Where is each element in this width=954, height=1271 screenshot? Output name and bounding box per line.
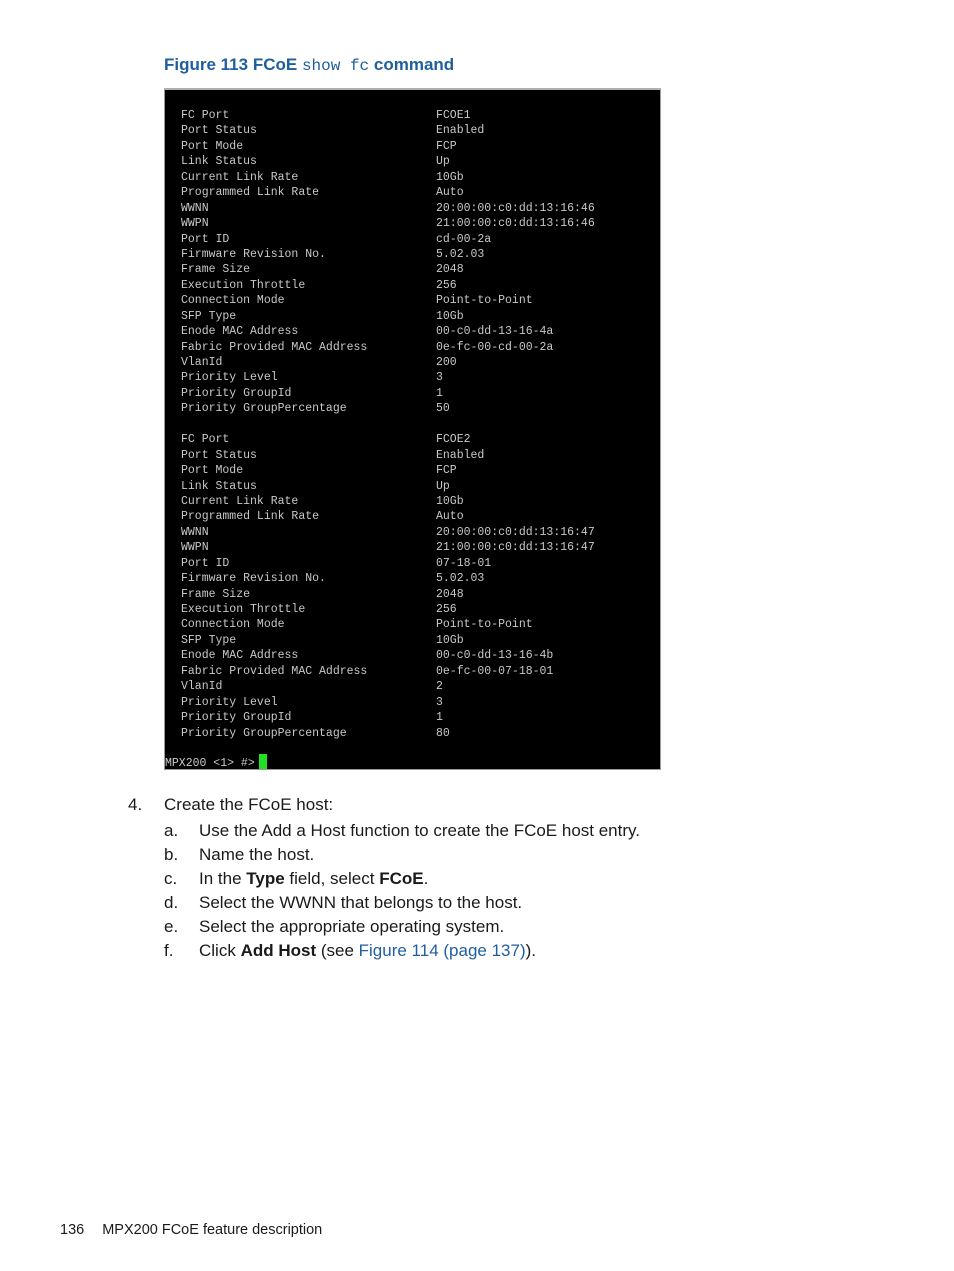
terminal-key: Priority GroupPercentage: [181, 726, 347, 740]
terminal-row: [181, 664, 595, 679]
terminal-value: FCP: [436, 139, 457, 153]
terminal-key: VlanId: [181, 356, 223, 369]
terminal-row: [181, 309, 595, 324]
terminal-key: Enode MAC Address: [181, 649, 299, 663]
terminal-row: [181, 525, 595, 540]
terminal-key: Current Link Rate: [181, 170, 299, 184]
step-4: [128, 795, 333, 815]
terminal-key: Execution Throttle: [181, 603, 306, 616]
figure-114-link[interactable]: Figure 114 (page 137): [358, 941, 526, 960]
terminal-row: [181, 262, 595, 277]
terminal-row: [181, 679, 595, 694]
page-number: 136: [60, 1222, 85, 1238]
terminal-value: 1: [436, 711, 443, 725]
terminal-row: [181, 247, 595, 262]
terminal-value: 1: [436, 386, 443, 400]
substep-letter: d.: [164, 893, 179, 912]
terminal-row: [181, 587, 595, 602]
terminal-value: 3: [436, 695, 443, 709]
terminal-key: Port ID: [181, 556, 230, 570]
terminal-row: [181, 293, 595, 308]
substep-d: [164, 891, 522, 915]
terminal-value: 50: [436, 402, 450, 416]
terminal-key: Priority Level: [181, 371, 278, 385]
substep-e: [164, 915, 504, 939]
terminal-value: 20:00:00:c0:dd:13:16:46: [436, 201, 595, 215]
terminal-row: [181, 432, 595, 447]
figure-caption: [164, 55, 454, 75]
terminal-key: Port ID: [181, 232, 230, 246]
substep-text-1: In the: [199, 869, 247, 888]
step-number: 4.: [128, 795, 143, 814]
terminal-key: Frame Size: [181, 587, 251, 601]
terminal-row: [181, 602, 595, 617]
substep-text-2: field, select: [284, 869, 380, 888]
substep-c: [164, 867, 428, 891]
terminal-row: [181, 386, 595, 401]
terminal-row: [181, 633, 595, 648]
terminal-value: 3: [436, 371, 443, 385]
terminal-row: [181, 201, 595, 216]
footer-title: MPX200 FCoE feature description: [102, 1222, 323, 1238]
terminal-value: 10Gb: [436, 170, 464, 184]
terminal-value: cd-00-2a: [436, 232, 492, 246]
substep-letter: b.: [164, 845, 179, 864]
add-host-label: Add Host: [240, 941, 317, 960]
terminal-row: [181, 370, 595, 385]
terminal-value: 256: [436, 603, 457, 616]
terminal-key: VlanId: [181, 680, 223, 694]
terminal-row: [181, 123, 595, 138]
caption-prefix: Figure 113 FCoE: [164, 55, 298, 74]
terminal-row: [181, 463, 595, 478]
terminal-key: SFP Type: [181, 309, 237, 323]
terminal-row: [181, 108, 595, 123]
terminal-key: Programmed Link Rate: [181, 186, 320, 200]
terminal-value: Up: [436, 479, 450, 493]
substep-text: Select the appropriate operating system.: [199, 917, 505, 936]
substep-letter: a.: [164, 821, 179, 840]
terminal-key: Port Mode: [181, 464, 244, 478]
terminal-value: 07-18-01: [436, 556, 492, 570]
terminal-blank-line: [181, 417, 595, 432]
terminal-value: Enabled: [436, 448, 485, 462]
terminal-value: 00-c0-dd-13-16-4a: [436, 325, 554, 339]
terminal-key: Port Status: [181, 448, 257, 462]
terminal-row: [181, 710, 595, 725]
terminal-key: WWPN: [181, 541, 209, 555]
terminal-row: [181, 494, 595, 509]
substep-a: [164, 819, 640, 843]
terminal-key: Priority GroupPercentage: [181, 402, 347, 416]
terminal-value: FCP: [436, 464, 457, 478]
substep-text-3: .: [423, 869, 429, 888]
substep-text-1: Click: [199, 941, 241, 960]
terminal-row: [181, 216, 595, 231]
terminal-key: WWPN: [181, 217, 209, 231]
terminal-key: Fabric Provided MAC Address: [181, 664, 368, 678]
terminal-row: [181, 232, 595, 247]
substep-text-3: ).: [525, 941, 536, 960]
terminal-value: 10Gb: [436, 309, 464, 323]
terminal-value: FCOE2: [436, 433, 471, 447]
step-text: Create the FCoE host:: [164, 795, 334, 814]
substep-text: Name the host.: [199, 845, 315, 864]
terminal-key: Fabric Provided MAC Address: [181, 340, 368, 354]
terminal-key: FC Port: [181, 109, 230, 122]
page-footer: [60, 1222, 322, 1238]
terminal-value: 20:00:00:c0:dd:13:16:47: [436, 525, 595, 539]
cursor-block: [259, 754, 267, 769]
terminal-key: Current Link Rate: [181, 494, 299, 508]
terminal-value: 2048: [436, 587, 464, 601]
terminal-value: 5.02.03: [436, 572, 485, 586]
terminal-key: WWNN: [181, 201, 209, 215]
terminal-key: Link Status: [181, 479, 257, 493]
terminal-value: 2048: [436, 263, 464, 277]
terminal-key: Connection Mode: [181, 294, 285, 308]
terminal-value: Auto: [436, 510, 464, 524]
substep-text-2: (see: [316, 941, 359, 960]
terminal-value: 10Gb: [436, 633, 464, 647]
terminal-key: Execution Throttle: [181, 278, 306, 292]
terminal-value: Enabled: [436, 124, 485, 138]
terminal-row: [181, 278, 595, 293]
terminal-value: Auto: [436, 186, 464, 200]
terminal-key: FC Port: [181, 433, 230, 447]
substep-text: Select the WWNN that belongs to the host.: [199, 893, 523, 912]
terminal-row: [181, 154, 595, 169]
terminal-value: FCOE1: [436, 109, 471, 122]
fcoe-option-label: FCoE: [379, 869, 424, 888]
terminal-key: Port Mode: [181, 139, 244, 153]
terminal-key: Frame Size: [181, 263, 251, 277]
terminal-value: 10Gb: [436, 494, 464, 508]
terminal-value: Point-to-Point: [436, 618, 533, 632]
substep-letter: c.: [164, 869, 178, 888]
terminal-row: [181, 540, 595, 555]
terminal-key: Priority Level: [181, 695, 278, 709]
terminal-screenshot: [164, 88, 661, 770]
terminal-key: Connection Mode: [181, 618, 285, 632]
terminal-row: [181, 448, 595, 463]
terminal-row: [181, 509, 595, 524]
terminal-row: [181, 695, 595, 710]
caption-command: show fc: [301, 57, 370, 75]
terminal-value: 2: [436, 680, 443, 694]
terminal-value: Point-to-Point: [436, 294, 533, 308]
terminal-row: [181, 617, 595, 632]
terminal-key: Priority GroupId: [181, 711, 292, 725]
terminal-key: Firmware Revision No.: [181, 247, 326, 261]
terminal-key: Port Status: [181, 124, 257, 138]
terminal-key: Priority GroupId: [181, 386, 292, 400]
terminal-prompt: [165, 754, 267, 770]
terminal-key: Enode MAC Address: [181, 325, 299, 339]
terminal-value: 80: [436, 726, 450, 740]
terminal-row: [181, 355, 595, 370]
substep-f: [164, 939, 536, 963]
terminal-row: [181, 479, 595, 494]
terminal-key: SFP Type: [181, 633, 237, 647]
terminal-value: Up: [436, 155, 450, 169]
type-field-label: Type: [246, 869, 285, 888]
terminal-row: [181, 648, 595, 663]
terminal-row: [181, 324, 595, 339]
terminal-value: 21:00:00:c0:dd:13:16:47: [436, 541, 595, 555]
terminal-value: 00-c0-dd-13-16-4b: [436, 649, 554, 663]
terminal-value: 0e-fc-00-cd-00-2a: [436, 340, 554, 354]
caption-suffix: command: [373, 55, 455, 74]
terminal-row: [181, 185, 595, 200]
terminal-value: 5.02.03: [436, 247, 485, 261]
terminal-value: 0e-fc-00-07-18-01: [436, 664, 554, 678]
terminal-row: [181, 139, 595, 154]
prompt-text: MPX200 <1> #>: [165, 757, 255, 770]
terminal-key: WWNN: [181, 525, 209, 539]
terminal-key: Link Status: [181, 155, 257, 169]
terminal-row: [181, 726, 595, 741]
terminal-key: Firmware Revision No.: [181, 572, 326, 586]
substep-text: Use the Add a Host function to create the FCoE host entry.: [199, 821, 640, 840]
terminal-row: [181, 556, 595, 571]
terminal-value: 21:00:00:c0:dd:13:16:46: [436, 217, 595, 231]
terminal-output: [181, 108, 595, 741]
terminal-value: 200: [436, 356, 457, 369]
substep-b: [164, 843, 314, 867]
terminal-row: [181, 401, 595, 416]
terminal-key: Programmed Link Rate: [181, 510, 320, 524]
substep-letter: e.: [164, 917, 179, 936]
terminal-row: [181, 571, 595, 586]
terminal-value: 256: [436, 278, 457, 292]
substep-letter: f.: [164, 941, 174, 960]
terminal-row: [181, 170, 595, 185]
terminal-row: [181, 340, 595, 355]
